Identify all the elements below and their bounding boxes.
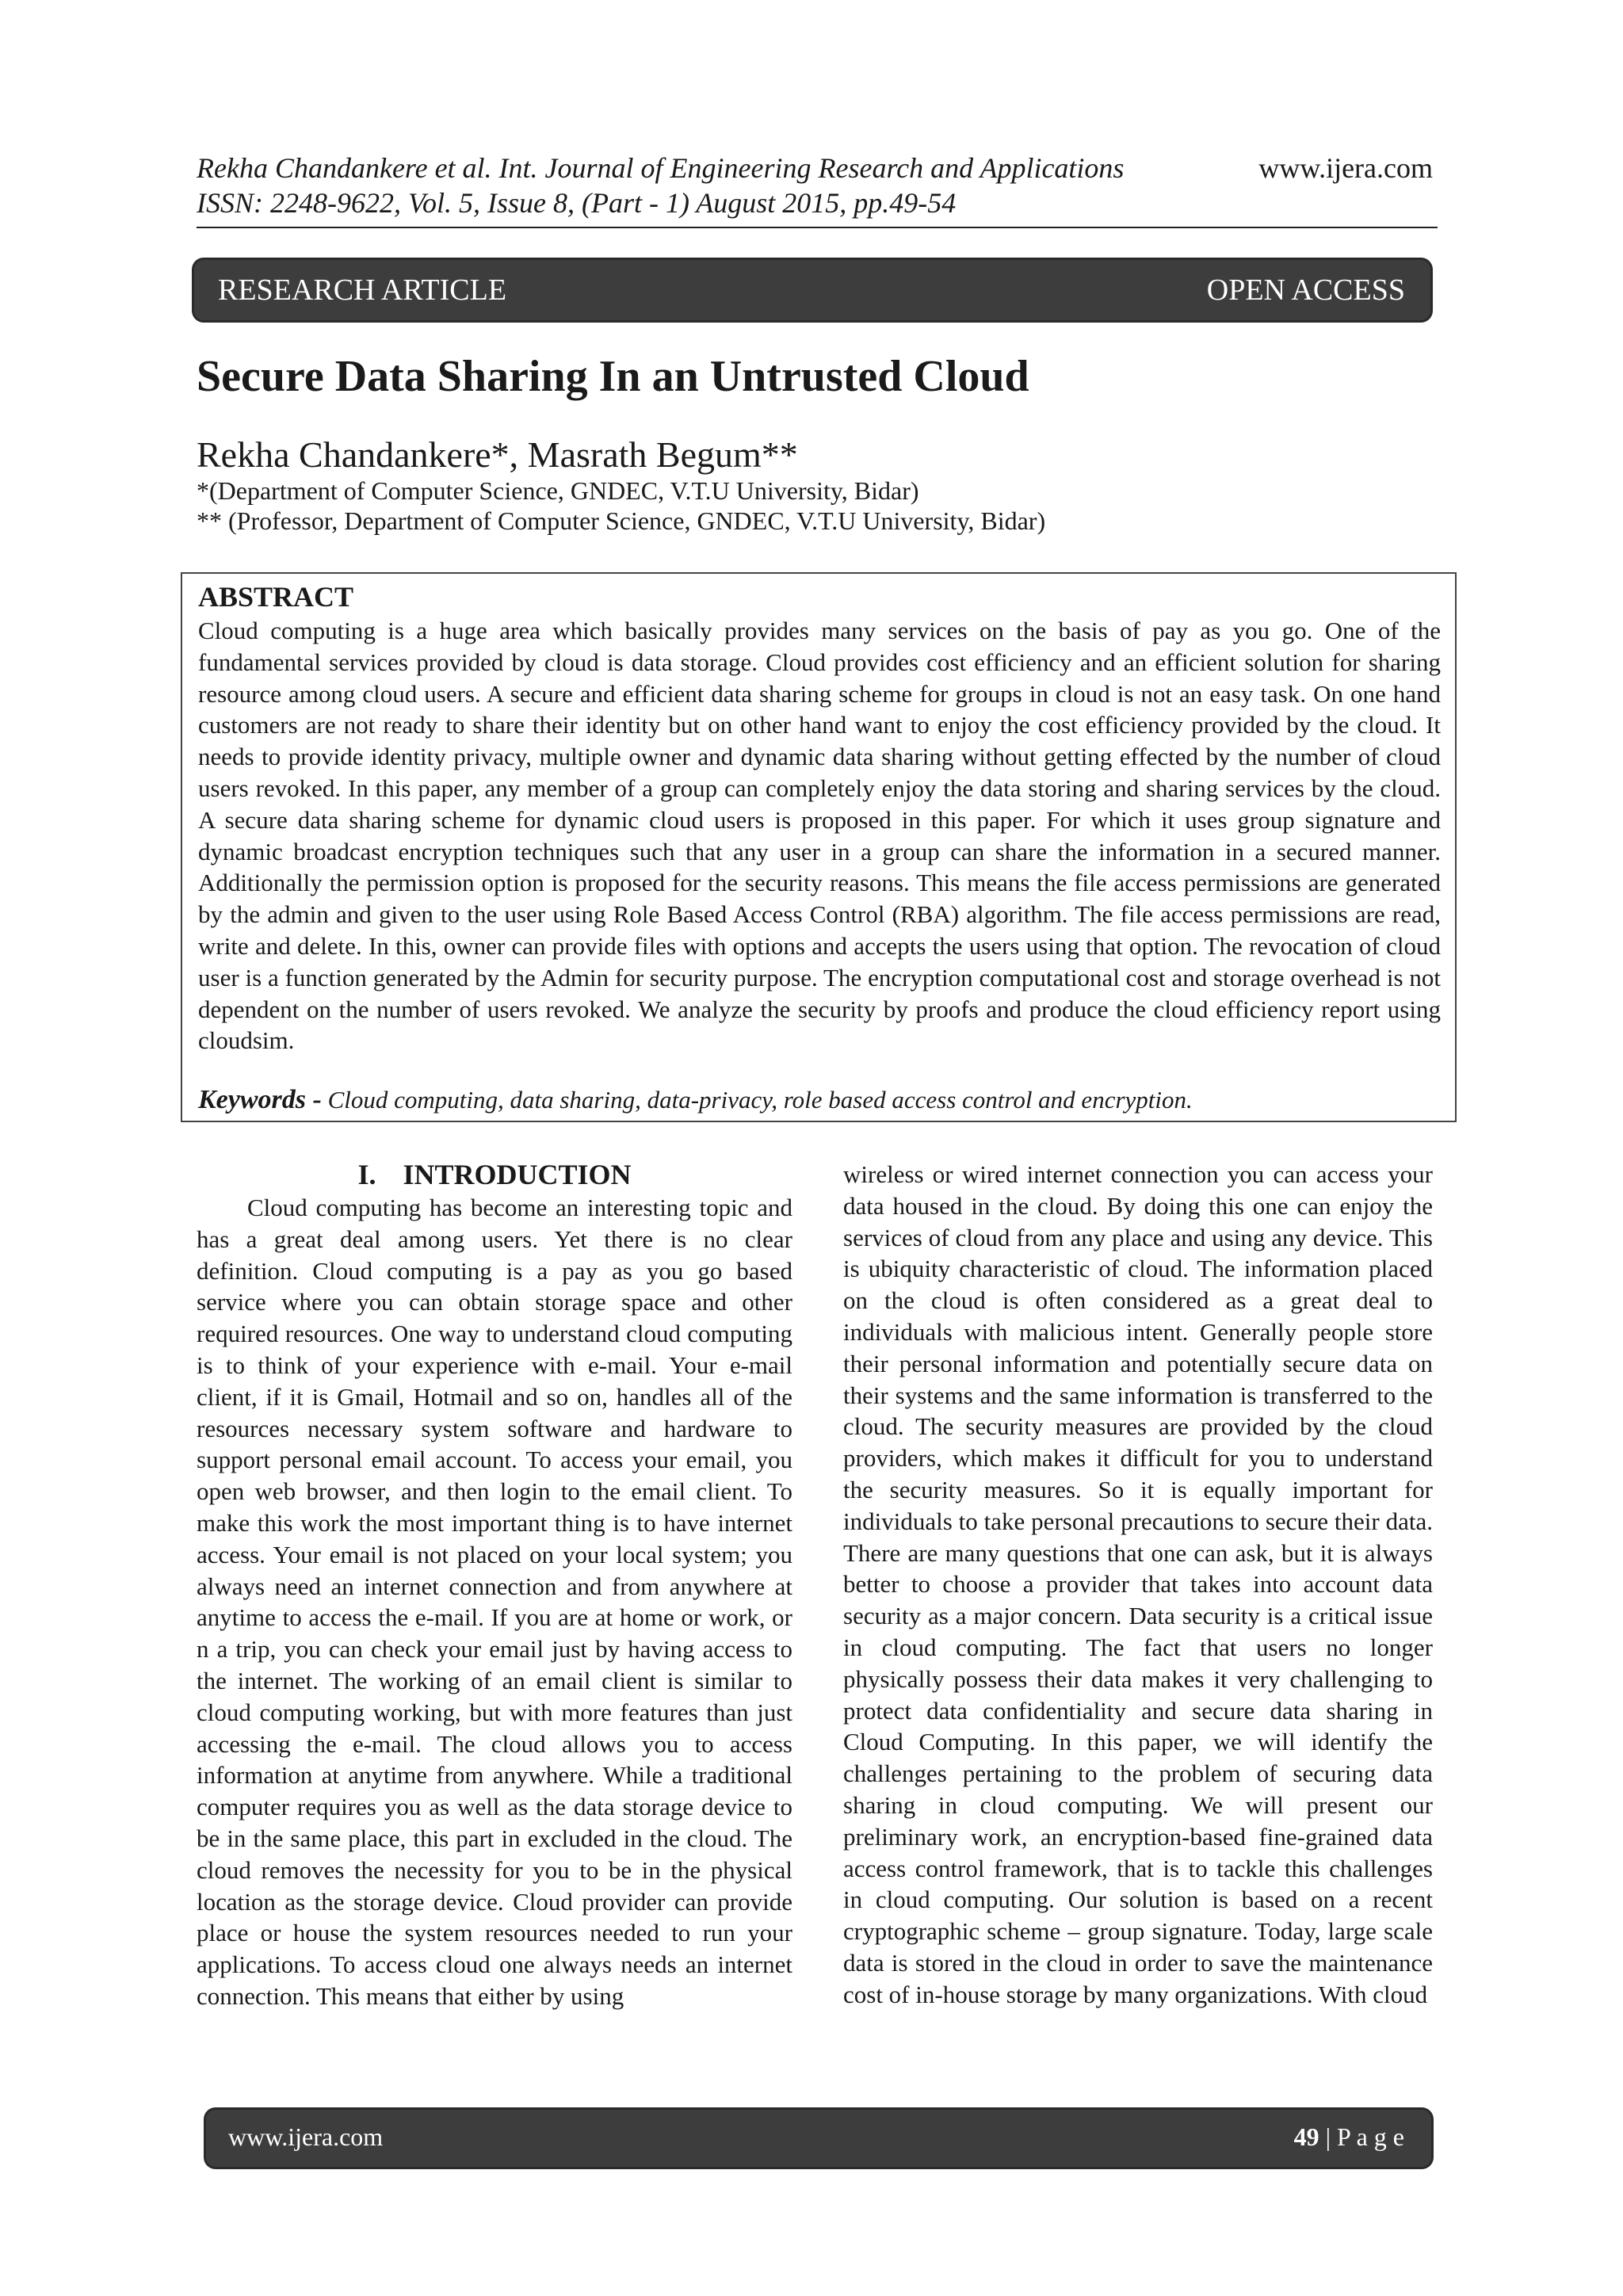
introduction-right-column: wireless or wired internet connection you can access your data housed in the cloud. By doing this one can enjoy the services of cloud from any place and using any device. This is ubiquity characteristic of cloud. The information placed on the cloud is often considered as a great deal to individuals with malicious intent. Generally people store their personal information and potentially secure data on their systems and the same information is transferred to the cloud. The security measures are provided by the cloud providers, which makes it difficult for you to understand the security measures. So it is equally important for individuals to take personal precautions to secure their data. There are many questions that one can ask, but it is always better to choose a provider that takes into account data security as a major concern. Data security is a critical issue in cloud computing. The fact that users no longer physically possess their data makes it very challenging to protect data confidentiality and secure data sharing in Cloud Computing. In this paper, we will identify the challenges pertaining to the problem of securing data sharing in cloud computing. We will present our preliminary work, an encryption-based fine-grained data access control framework, that is to tackle this challenges in cloud computing. Our solution is based on a recent cryptographic scheme – group signature. Today, large scale data is stored in the cloud in order to save the maintenance cost of in-house storage by many organizations. With cloud bbox=[843, 1160, 1433, 2008]
page-number: 49 bbox=[1293, 2122, 1319, 2151]
article-type-banner bbox=[194, 260, 1430, 320]
affiliation-2: ** (Professor, Department of Computer Science, GNDEC, V.T.U University, Bidar) bbox=[197, 506, 1046, 535]
journal-citation-line-1: Rekha Chandankere et al. Int. Journal of Engineering Research and Applications bbox=[197, 152, 1125, 184]
section-heading-introduction bbox=[197, 1157, 792, 1192]
header-divider bbox=[197, 227, 1438, 228]
journal-website-link[interactable]: www.ijera.com bbox=[1258, 152, 1433, 184]
keywords-text: Cloud computing, data sharing, data-privacy, role based access control and encryption. bbox=[327, 1086, 1193, 1114]
affiliation-1: *(Department of Computer Science, GNDEC, V.T.U University, Bidar) bbox=[197, 476, 919, 505]
section-number: I. bbox=[357, 1159, 376, 1190]
abstract-box bbox=[181, 572, 1457, 1122]
author-list: Rekha Chandankere*, Masrath Begum** bbox=[197, 434, 798, 475]
keywords-line bbox=[198, 1084, 1441, 1116]
page-label: | P a g e bbox=[1319, 2122, 1404, 2151]
open-access-label: OPEN ACCESS bbox=[1206, 273, 1405, 307]
journal-citation-line-2: ISSN: 2248-9622, Vol. 5, Issue 8, (Part - 1) August 2015, pp.49-54 bbox=[197, 187, 957, 219]
abstract-text: Cloud computing is a huge area which basically provides many services on the basis of pay as you go. One of the fundamental services provided by cloud is data storage. Cloud provides cost efficiency and an efficient solution for sharing resource among cloud users. A secure and efficient data sharing scheme for groups in cloud is not an easy task. On one hand customers are not ready to share their identity but on other hand want to enjoy the cost efficiency provided by the cloud. It needs to provide identity privacy, multiple owner and dynamic data sharing without getting effected by the number of cloud users revoked. In this paper, any member of a group can completely enjoy the data storing and sharing services by the cloud. A secure data sharing scheme for dynamic cloud users is proposed in this paper. For which it uses group signature and dynamic broadcast encryption techniques such that any user in a group can share the information in a secured manner. Additionally the permission option is proposed for the security reasons. This means the file access permissions are generated by the admin and given to the user using Role Based Access Control (RBA) algorithm. The file access permissions are read, write and delete. In this, owner can provide files with options and accepts the users using that option. The revocation of cloud user is a function generated by the Admin for security purpose. The encryption computational cost and storage overhead is not dependent on the number of users revoked. We analyze the security by proofs and produce the cloud efficiency report using cloudsim. bbox=[198, 617, 1441, 1055]
footer-website-link[interactable]: www.ijera.com bbox=[228, 2122, 384, 2151]
paper-title: Secure Data Sharing In an Untrusted Cloud bbox=[197, 352, 1029, 401]
running-header bbox=[197, 151, 1433, 220]
keywords-label: Keywords - bbox=[198, 1085, 322, 1114]
article-type-label: RESEARCH ARTICLE bbox=[218, 273, 507, 307]
page-footer bbox=[206, 2110, 1431, 2167]
abstract-heading: ABSTRACT bbox=[198, 581, 354, 613]
introduction-left-column: Cloud computing has become an interesting topic and has a great deal among users. Yet there is no clear definition. Cloud computing is a pay as you go based service where you can obtain storage space and other required resources. One way to understand cloud computing is to think of your experience with e-mail. Your e-mail client, if it is Gmail, Hotmail and so on, handles all of the resources necessary system software and hardware to support personal email account. To access your email, you open web browser, and then login to the email client. To make this work the most important thing is to have internet access. Your email is not placed on your local system; you always need an internet connection and from anywhere at anytime to access the e-mail. If you are at home or work, or n a trip, you can check your email just by having access to the internet. The working of an email client is similar to cloud computing working, but with more features than just accessing the e-mail. The cloud allows you to access information at anytime from anywhere. While a traditional computer requires you as well as the data storage device to be in the same place, this part in excluded in the cloud. The cloud removes the necessity for you to be in the physical location as the storage device. Cloud provider can provide place or house the system resources needed to run your applications. To access cloud one always needs an internet connection. This means that either by using bbox=[197, 1194, 792, 2010]
footer-page-indicator bbox=[1294, 2122, 1404, 2152]
section-title: INTRODUCTION bbox=[403, 1159, 632, 1190]
